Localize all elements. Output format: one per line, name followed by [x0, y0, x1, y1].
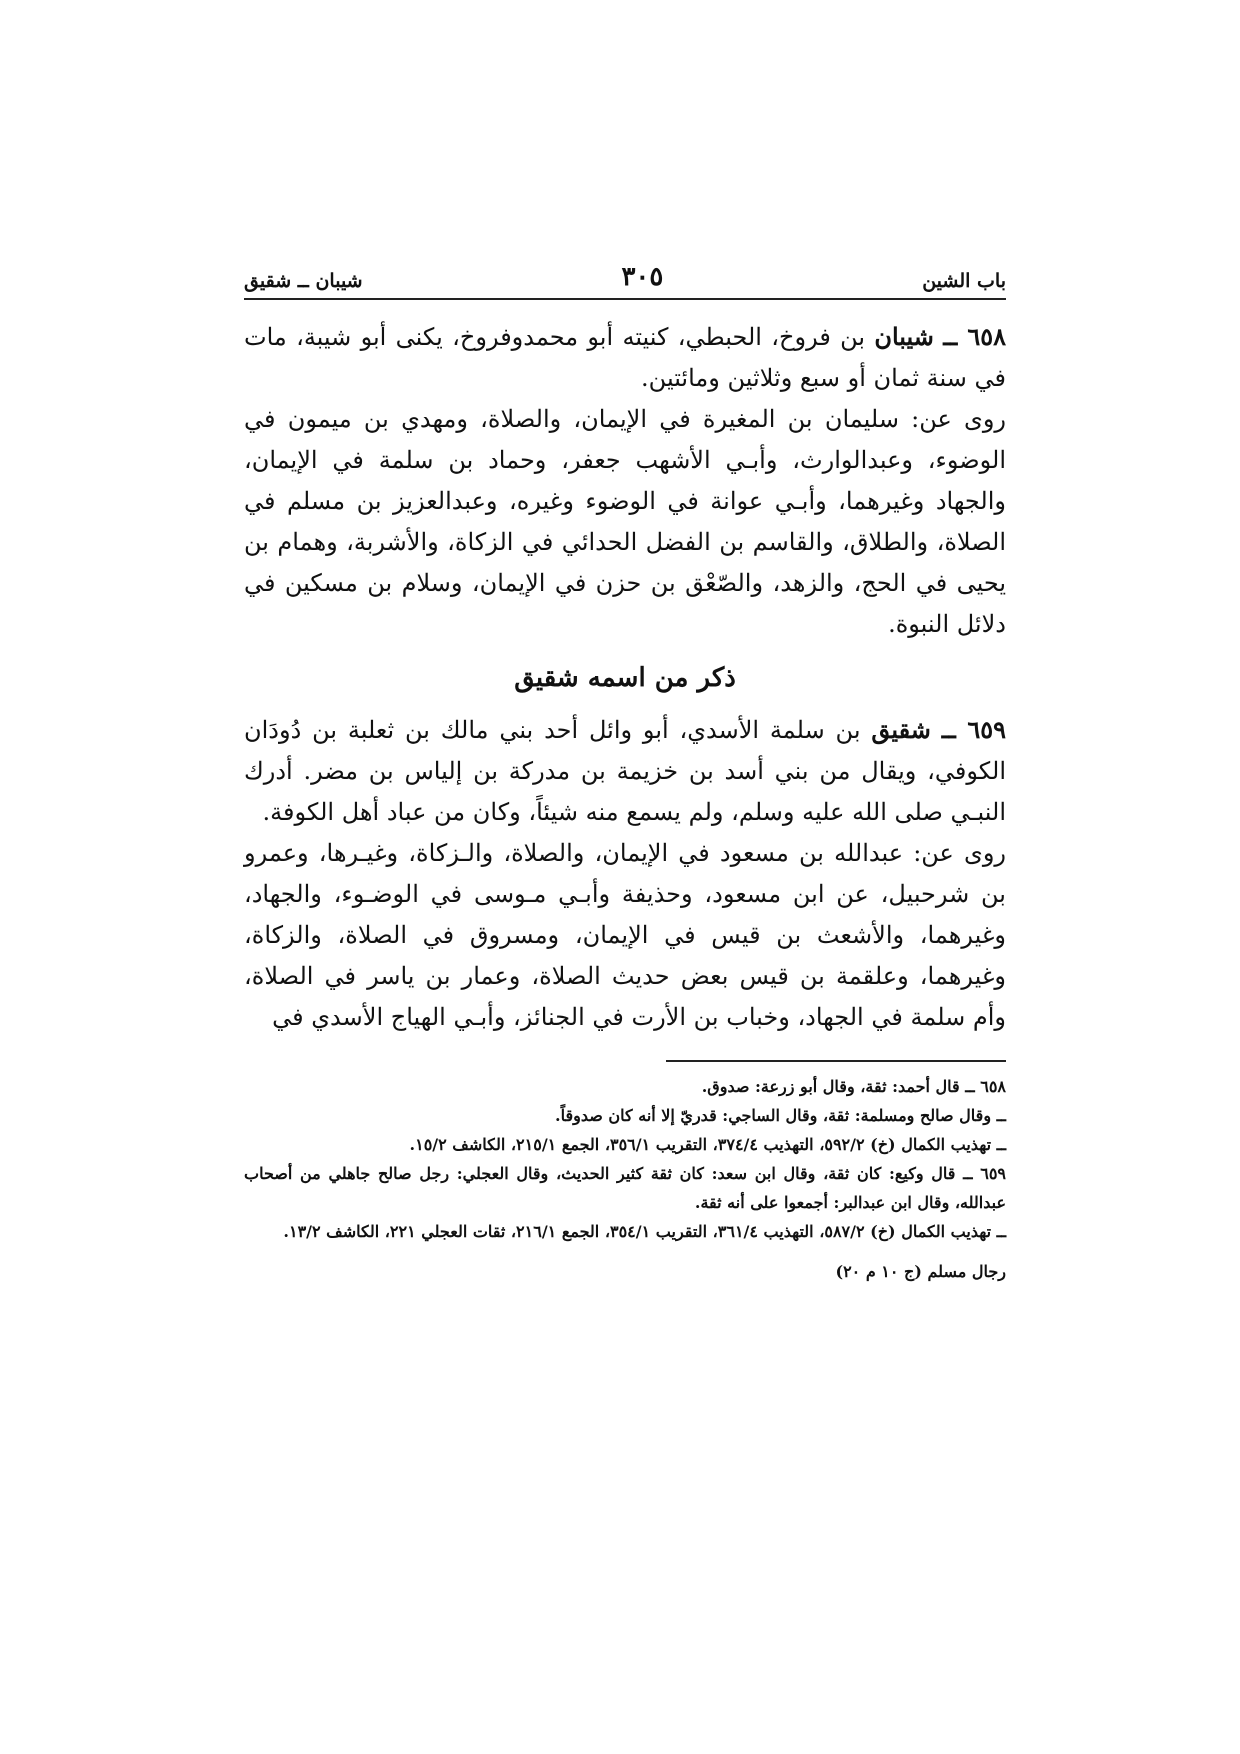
entry-658-narrated: روى عن: سليمان بن المغيرة في الإيمان، والصلاة، ومهدي بن ميمون في الوضوء، وعبدالوارث، وأبـي الأشهب جعفر، وحماد بن سلمة في الإيمان، والجهاد وغيرهما، وأبـي عوانة في الوضوء وغيره، وعبدالعزيز بن مسلم في الصلاة، والطلاق، والقاسم بن الفضل الحدائي في الزكاة، والأشربة، وهمام بن يحيى في الحج، والزهد، والصّعْق بن حزن في الإيمان، وسلام بن مسكين في دلائل النبوة.: [244, 405, 1006, 638]
entry-659-number: ٦٥٩ ــ: [941, 715, 1006, 744]
footnote-line: ــ تهذيب الكمال (خ) ٥٩٢/٢، التهذيب ٣٧٤/٤، التقريب ٣٥٦/١، الجمع ٢١٥/١، الكاشف ١٥/٢.: [409, 1135, 1006, 1154]
entry-658-number: ٦٥٨ ــ: [943, 322, 1006, 351]
running-header: [244, 262, 1006, 300]
printer-signature: رجال مسلم (ج ١٠ م ٢٠): [835, 1262, 1006, 1281]
entry-658-intro-text: بن فروخ، الحبطي، كنيته أبو محمدوفروخ، يكنى أبو شيبة، مات في سنة ثمان أو سبع وثلاثين ومائتين.: [244, 323, 1006, 392]
footnotes: [244, 1072, 1006, 1246]
entry-659-intro-text: بن سلمة الأسدي، أبو وائل أحد بني مالك بن ثعلبة بن دُودَان الكوفي، ويقال من بني أسد بن خزيمة بن مدركة بن إلياس بن مضر. أدرك النبـي صلى الله عليه وسلم، ولم يسمع منه شيئاً، وكان من عباد أهل الكوفة.: [244, 716, 1006, 826]
footnote-line: ــ وقال صالح ومسلمة: ثقة، وقال الساجي: قدريّ إلا أنه كان صدوقاً.: [555, 1106, 1006, 1125]
entry-658: [244, 316, 1006, 645]
header-entries: شيبان ــ شقيق: [244, 270, 363, 292]
entry-659: [244, 709, 1006, 1038]
entry-659-narrated: روى عن: عبدالله بن مسعود في الإيمان، والصلاة، والـزكاة، وغيـرها، وعمرو بن شرحبيل، عن ابن مسعود، وحذيفة وأبـي مـوسى في الوضـوء، والجهاد، وغيرهما، والأشعث بن قيس في الإيمان، ومسروق في الصلاة، والزكاة، وغيرهما، وعلقمة بن قيس بعض حديث الصلاة، وعمار بن ياسر في الصلاة، وأم سلمة في الجهاد، وخباب بن الأرت في الجنائز، وأبـي الهياج الأسدي في: [244, 839, 1007, 1031]
page-number: ٣٠٥: [621, 262, 664, 292]
entry-658-name: شيبان: [874, 322, 934, 351]
footnotes-divider: [666, 1060, 1006, 1062]
entry-658-intro: [244, 316, 1006, 399]
footnote-line: ٦٥٨ ــ قال أحمد: ثقة، وقال أبو زرعة: صدوق.: [701, 1077, 1006, 1096]
entry-659-name: شقيق: [871, 715, 931, 744]
header-chapter: باب الشين: [922, 270, 1006, 292]
section-title: ذكر من اسمه شقيق: [514, 663, 736, 693]
document-page: [244, 262, 1006, 1281]
footnote-line: ٦٥٩ ــ قال وكيع: كان ثقة، وقال ابن سعد: كان ثقة كثير الحديث، وقال العجلي: رجل صالح جاهلي من أصحاب عبدالله، وقال ابن عبدالبر: أجمعوا على أنه ثقة.: [244, 1164, 1006, 1212]
footnote-line: ــ تهذيب الكمال (خ) ٥٨٧/٢، التهذيب ٣٦١/٤، التقريب ٣٥٤/١، الجمع ٢١٦/١، ثقات العجلي ٢٢١، الكاشف ١٣/٢.: [283, 1222, 1006, 1241]
entry-659-intro: [244, 709, 1006, 833]
